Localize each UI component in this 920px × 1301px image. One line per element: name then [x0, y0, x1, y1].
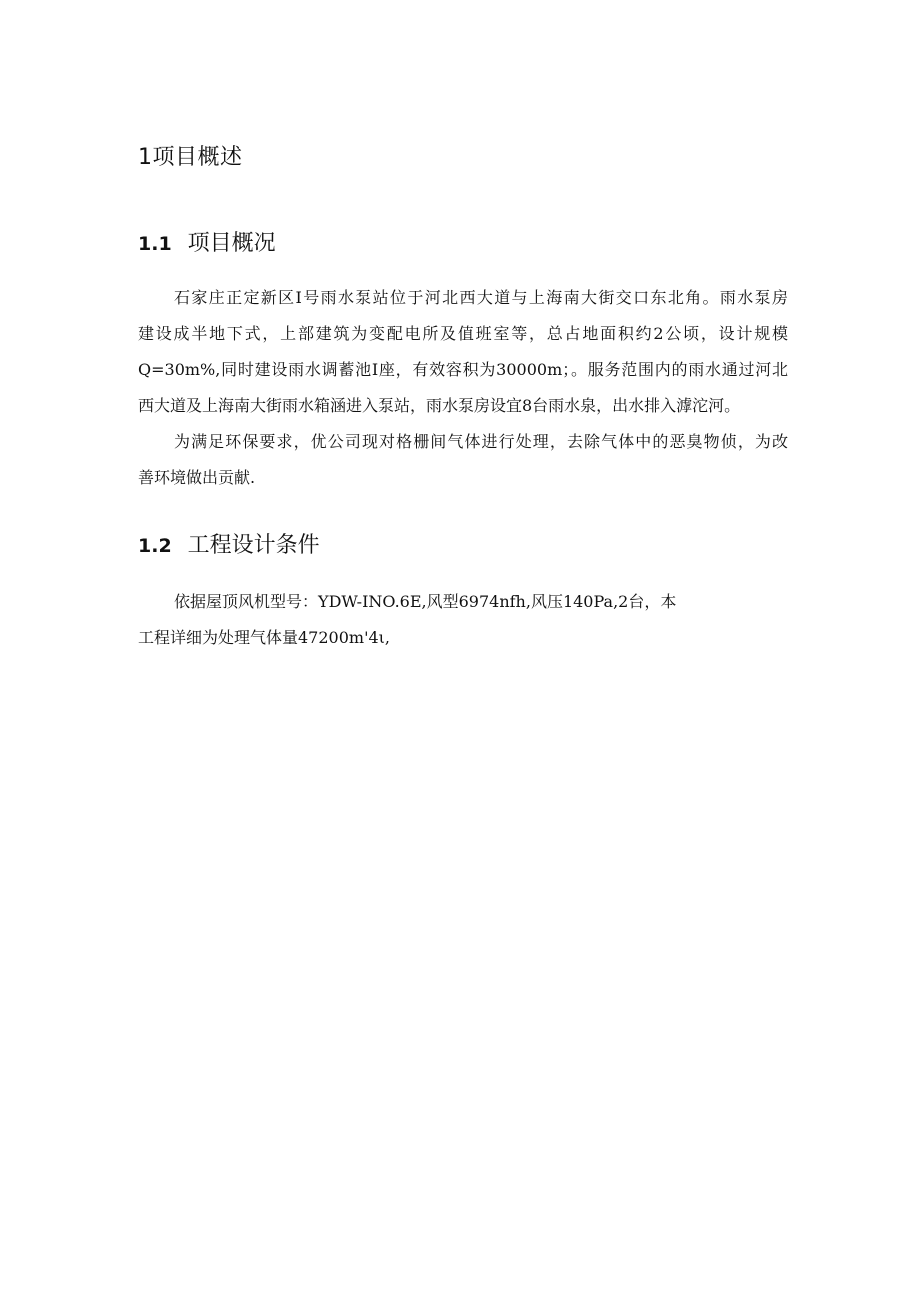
overview-paragraph	[138, 280, 788, 424]
section-number: 1.1	[138, 233, 172, 255]
paragraph-line: 工程详细为处理气体量47200m'4ι,	[138, 628, 391, 647]
section-number: 1.2	[138, 535, 172, 557]
section-title: 工程设计条件	[187, 533, 320, 558]
paragraph-line: Q=30m%,同时建设雨水调蓄池I座，有效容积为30000m；。服务范围内的雨水通过河北	[138, 360, 788, 379]
paragraph-line: 西大道及上海南大街雨水箱涵进入泵站，雨水泵房设宜8台雨水泉，出水排入滹沱河。	[138, 396, 741, 415]
design-conditions-paragraph	[138, 584, 788, 656]
paragraph-line: 善环境做出贡献.	[138, 468, 256, 487]
chapter-heading: 1项目概述	[138, 145, 243, 170]
section-title: 项目概况	[187, 231, 276, 256]
paragraph-line: 为满足环保要求，优公司现对格栅间气体进行处理，去除气体中的恶臭物侦，为改	[174, 432, 788, 451]
purpose-paragraph	[138, 424, 788, 496]
paragraph-line: 建设成半地下式，上部建筑为变配电所及值班室等，总占地面积约2公顷，设计规模	[138, 324, 788, 343]
paragraph-line: 依据屋顶风机型号：YDW-INO.6E,风型6974nfh,风压140Pa,2台，本	[174, 592, 677, 611]
paragraph-line: 石家庄正定新区I号雨水泵站位于河北西大道与上海南大街交口东北角。雨水泵房	[174, 288, 788, 307]
section-heading-1-2	[138, 528, 320, 559]
section-heading-1-1	[138, 226, 276, 257]
